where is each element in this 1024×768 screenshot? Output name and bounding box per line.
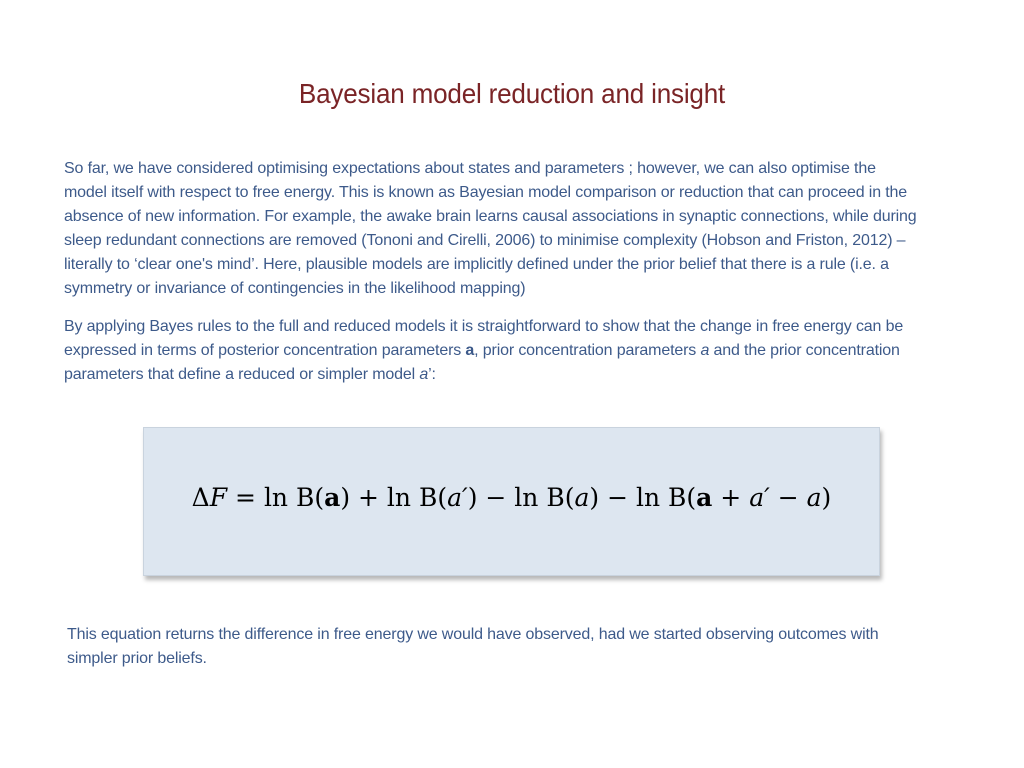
equation-box [143, 427, 880, 576]
eq-paren: ) [467, 483, 478, 512]
eq-term: ln B( [263, 483, 325, 512]
intro-line-2: model itself with respect to free energy. This is known as Bayesian model comparison or reduction that can proceed in the [64, 184, 908, 201]
eq-term: ln B( [635, 483, 697, 512]
eq-F: F [209, 483, 228, 512]
bayes-paragraph [64, 315, 964, 387]
eq-minus: − [599, 483, 636, 512]
text-fragment: expressed in terms of posterior concentration parameters [64, 342, 466, 359]
delta-symbol: Δ [191, 483, 210, 512]
eq-plus: + [350, 483, 387, 512]
reduced-param-symbol: a [419, 366, 429, 383]
eq-minus: − [769, 483, 807, 512]
eq-term: ln B( [514, 483, 575, 512]
conclusion-line-1: This equation returns the difference in free energy we would have observed, had we started observing outcomes with [67, 626, 879, 643]
intro-paragraph [64, 157, 964, 301]
eq-term: ln B( [386, 483, 448, 512]
conclusion-line-2: simpler prior beliefs. [67, 650, 207, 667]
intro-line-6: symmetry or invariance of contingencies in the likelihood mapping) [64, 280, 526, 297]
bayes-line-2 [64, 339, 964, 363]
slide-title: Bayesian model reduction and insight [298, 78, 726, 109]
eq-paren: ) [589, 483, 600, 512]
eq-equals: = [227, 483, 264, 512]
eq-paren: ) [340, 483, 351, 512]
intro-line-5: literally to ‘clear one's mind’. Here, plausible models are implicitly defined under the prior belief that there is a rule (i.e. a [64, 256, 889, 273]
bayes-line-3 [64, 363, 964, 387]
intro-line-4: sleep redundant connections are removed (Tononi and Cirelli, 2006) to minimise complexity (Hobson and Friston, 2012) – [64, 232, 906, 249]
eq-a-prime: a′ [749, 483, 770, 512]
intro-line-1: So far, we have considered optimising expectations about states and parameters ; however, we can also optimise the [64, 160, 876, 177]
intro-line-3: absence of new information. For example, the awake brain learns causal associations in synaptic connections, while during [64, 208, 917, 225]
text-fragment: , prior concentration parameters [474, 342, 701, 359]
eq-bold-a: a [696, 483, 713, 512]
eq-a-prime: a′ [447, 483, 468, 512]
eq-bold-a: a [324, 483, 341, 512]
eq-plus: + [712, 483, 750, 512]
free-energy-equation [144, 483, 879, 512]
text-fragment: parameters that define a reduced or simpler model [64, 366, 420, 383]
text-fragment: ’: [428, 366, 436, 383]
eq-paren: ) [821, 483, 832, 512]
eq-a: a [806, 483, 822, 512]
bayes-line-1: By applying Bayes rules to the full and reduced models it is straightforward to show that the change in free energy can be [64, 318, 904, 335]
eq-minus: − [477, 483, 515, 512]
prior-param-symbol: a [700, 342, 710, 359]
text-fragment: and the prior concentration [709, 342, 900, 359]
eq-a: a [574, 483, 590, 512]
conclusion-paragraph [67, 623, 967, 671]
posterior-param-symbol: a [465, 342, 475, 359]
